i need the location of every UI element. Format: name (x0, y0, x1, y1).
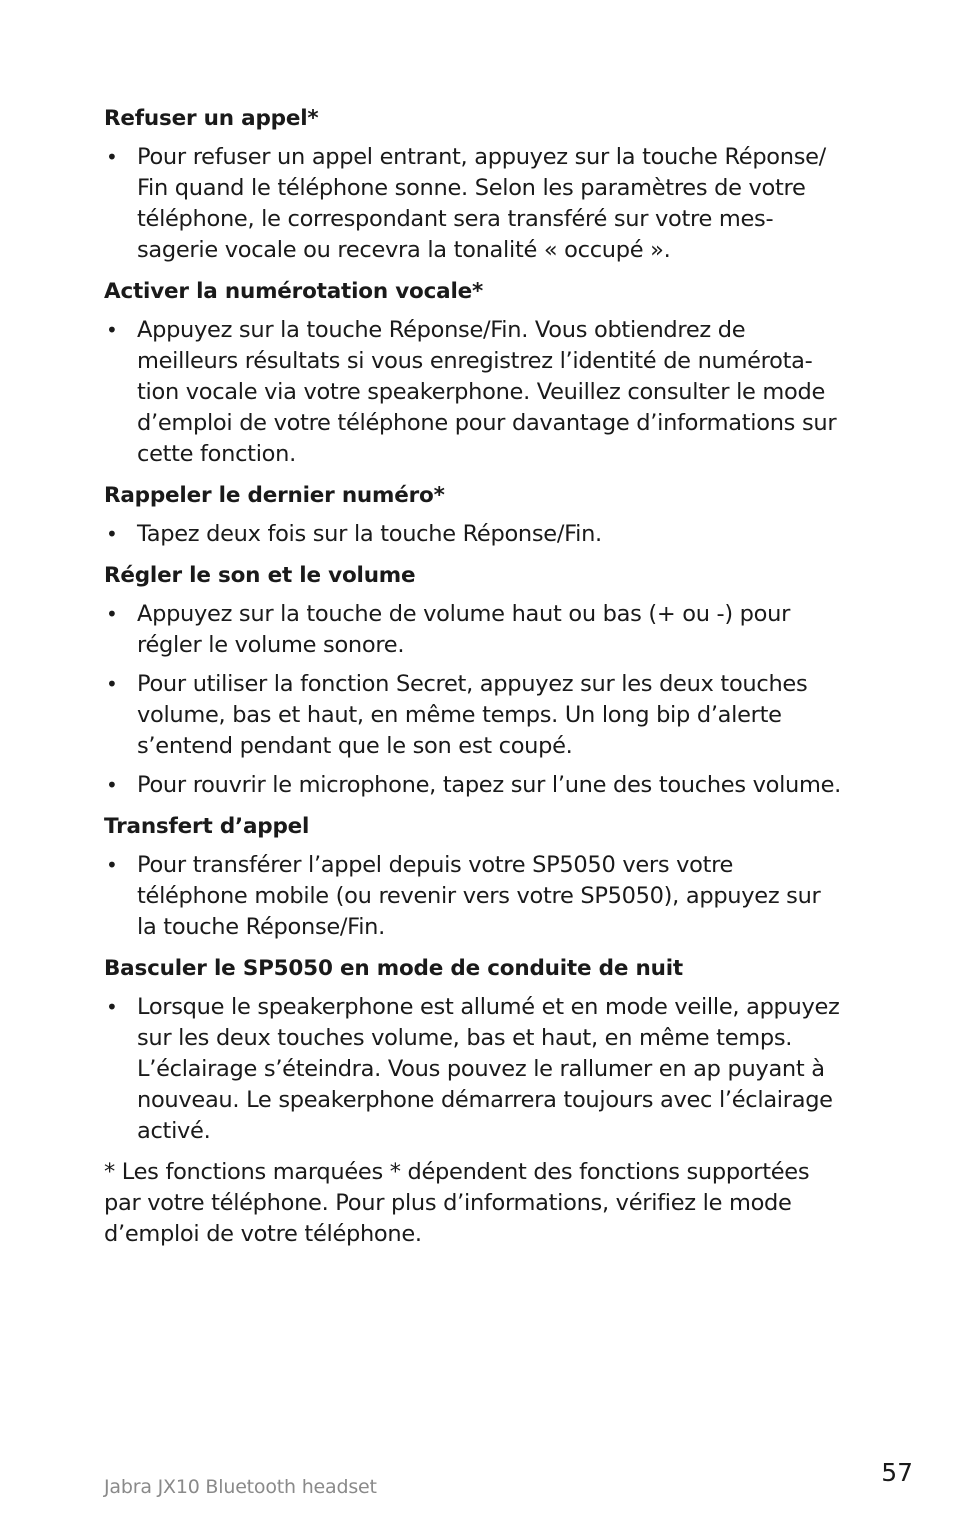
list-item-text: Lorsque le speakerphone est allumé et en mode veille, appuyez sur les deux touches volume, bas et haut, en même temps. L’éclairage s’éteindra. Vous pouvez le rallumer en ap puyant à nouveau. Le speakerphone démarrera toujours avec l’éclairage activé. (137, 994, 840, 1144)
list-item (104, 992, 844, 1147)
page-content (104, 103, 844, 1273)
list-item (104, 669, 844, 762)
bullet-icon: • (106, 995, 118, 1019)
section-numerotation-vocale (104, 276, 844, 470)
bullet-list (104, 315, 844, 470)
section-rappeler-numero (104, 480, 844, 550)
bullet-icon: • (106, 145, 118, 169)
list-item (104, 315, 844, 470)
bullet-icon: • (106, 602, 118, 626)
list-item (104, 770, 844, 801)
page-number: 57 (881, 1458, 913, 1487)
list-item-text: Pour transférer l’appel depuis votre SP5050 vers votre téléphone mobile (ou revenir vers votre SP5050), appuyez sur la touche Réponse/Fin. (137, 852, 821, 940)
footer-product-name: Jabra JX10 Bluetooth headset (104, 1476, 377, 1498)
bullet-list (104, 850, 844, 943)
list-item-text: Tapez deux fois sur la touche Réponse/Fin. (137, 521, 602, 547)
list-item (104, 599, 844, 661)
section-son-volume (104, 560, 844, 801)
section-title: Basculer le SP5050 en mode de conduite de nuit (104, 956, 683, 981)
section-title: Transfert d’appel (104, 814, 310, 839)
bullet-list (104, 992, 844, 1147)
list-item-text: Appuyez sur la touche de volume haut ou bas (+ ou -) pour régler le volume sonore. (137, 601, 791, 658)
section-title: Refuser un appel* (104, 106, 319, 131)
footnote: * Les fonctions marquées * dépendent des fonctions supportées par votre téléphone. Pour plus d’informations, vérifiez le mode d’emploi de votre téléphone. (104, 1159, 810, 1247)
bullet-icon: • (106, 853, 118, 877)
list-item-text: Pour refuser un appel entrant, appuyez sur la touche Réponse/ Fin quand le téléphone sonne. Selon les paramètres de votre téléphone, le correspondant sera transféré sur votre mes- sagerie vocale ou recevra la tonalité « occupé ». (137, 144, 826, 263)
section-title: Activer la numérotation vocale* (104, 279, 484, 304)
bullet-list (104, 599, 844, 801)
bullet-icon: • (106, 522, 118, 546)
section-title: Régler le son et le volume (104, 563, 416, 588)
bullet-list (104, 142, 844, 266)
section-transfert-appel (104, 811, 844, 943)
list-item (104, 142, 844, 266)
list-item (104, 519, 844, 550)
bullet-icon: • (106, 773, 118, 797)
list-item-text: Appuyez sur la touche Réponse/Fin. Vous obtiendrez de meilleurs résultats si vous enregistrez l’identité de numérota- tion vocale via votre speakerphone. Veuillez consulter le mode d’emploi de votre téléphone pour davantage d’informations sur cette fonction. (137, 317, 837, 467)
section-title: Rappeler le dernier numéro* (104, 483, 445, 508)
section-conduite-nuit (104, 953, 844, 1147)
bullet-icon: • (106, 318, 118, 342)
list-item (104, 850, 844, 943)
bullet-list (104, 519, 844, 550)
section-refuser-appel (104, 103, 844, 266)
bullet-icon: • (106, 672, 118, 696)
list-item-text: Pour rouvrir le microphone, tapez sur l’une des touches volume. (137, 772, 842, 798)
list-item-text: Pour utiliser la fonction Secret, appuyez sur les deux touches volume, bas et haut, en même temps. Un long bip d’alerte s’entend pendant que le son est coupé. (137, 671, 808, 759)
